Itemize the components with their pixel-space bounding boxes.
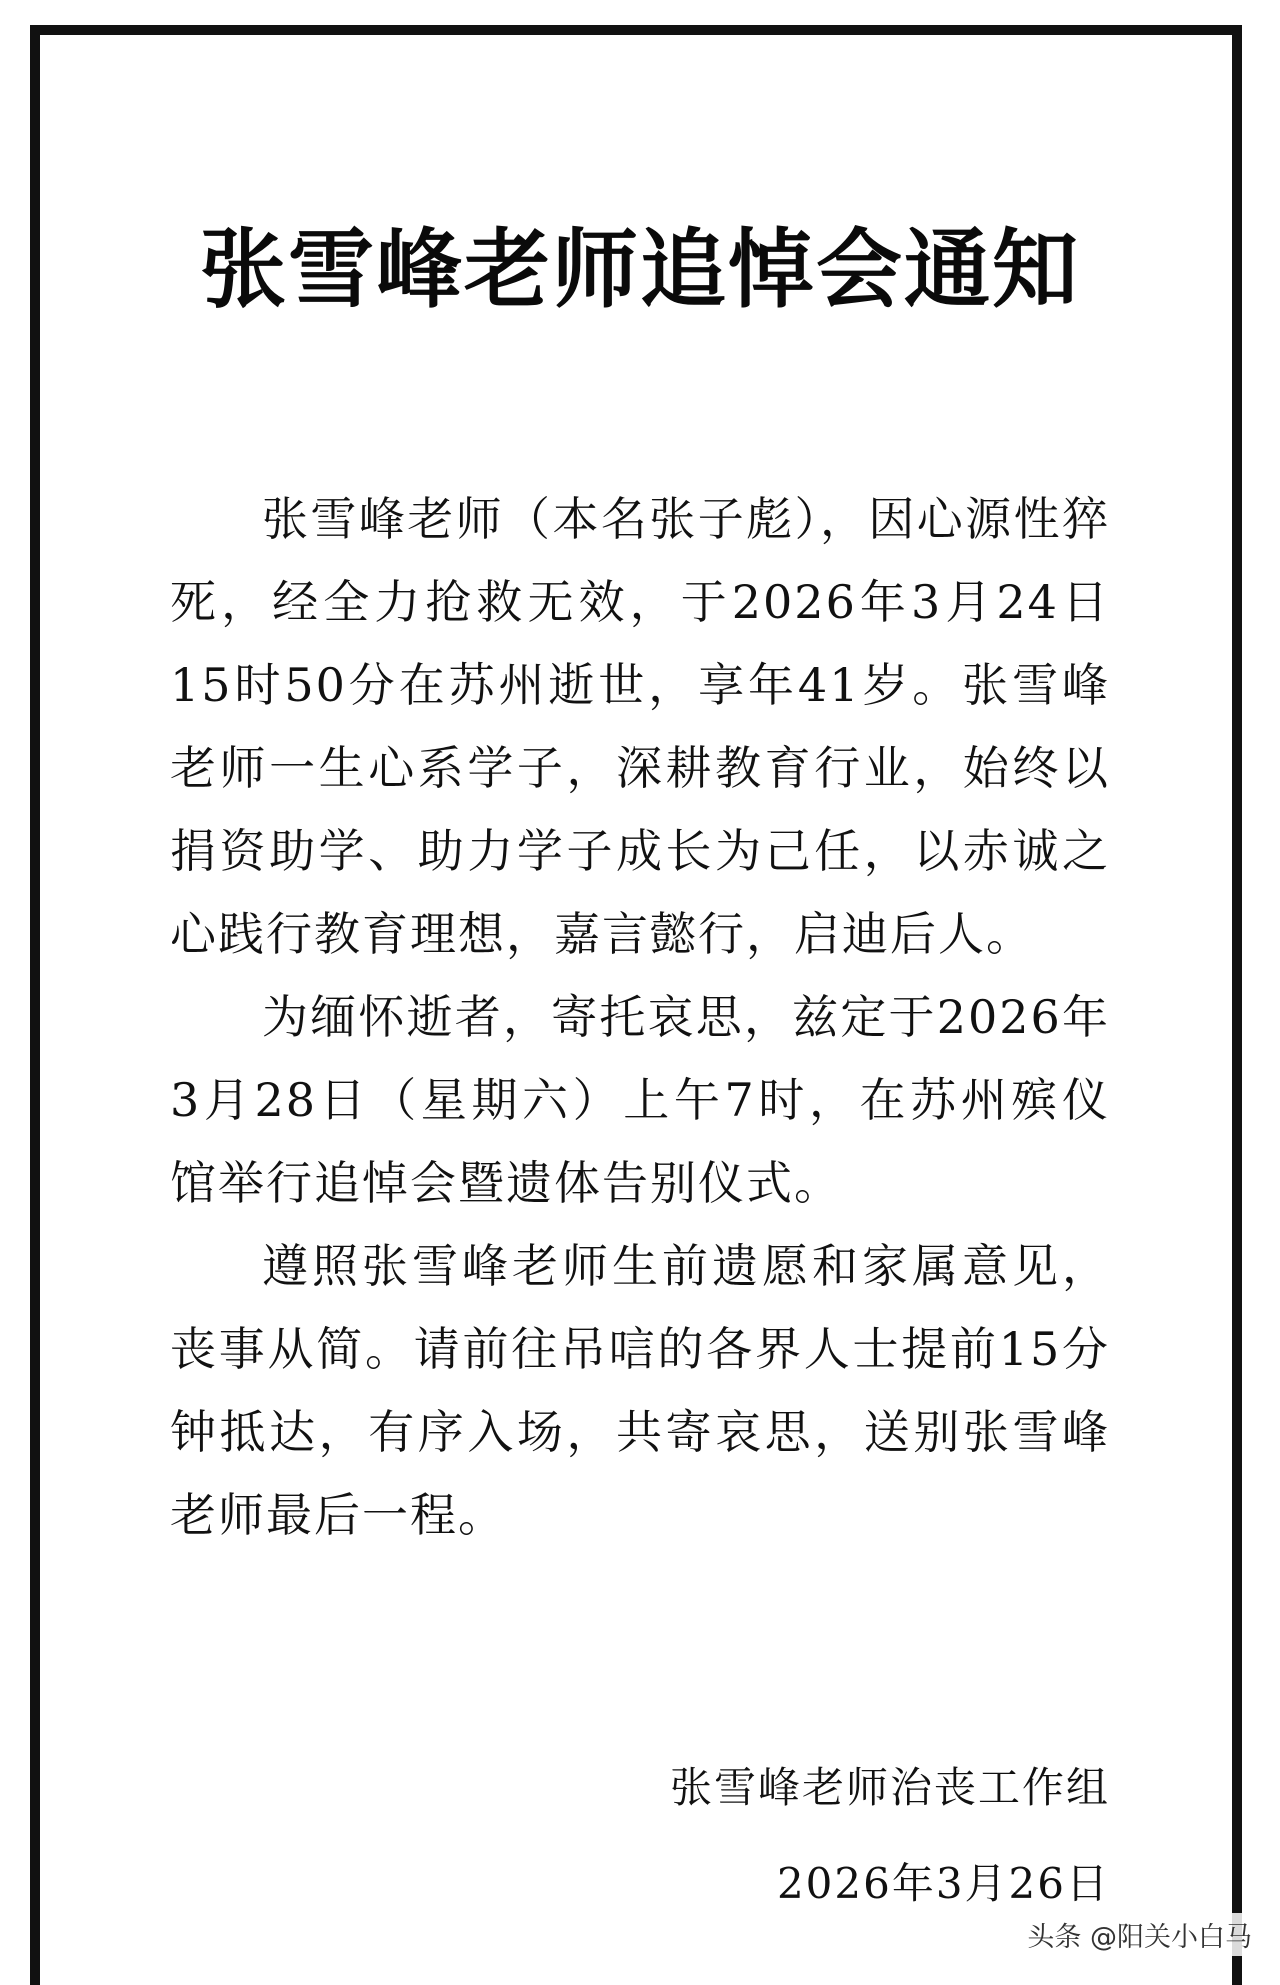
notice-body bbox=[170, 478, 1110, 1557]
signature-block bbox=[670, 1740, 1110, 1932]
signature-organization: 张雪峰老师治丧工作组 bbox=[669, 1763, 1110, 1812]
paragraph-biography: 张雪峰老师（本名张子彪），因心源性猝死，经全力抢救无效，于2026年3月24日15时50分在苏州逝世，享年41岁。张雪峰老师一生心系学子，深耕教育行业，始终以捐资助学、助力学子成长为己任，以赤诚之心践行教育理想，嘉言懿行，启迪后人。 bbox=[170, 492, 1110, 961]
paragraph-arrangements: 遵照张雪峰老师生前遗愿和家属意见，丧事从简。请前往吊唁的各界人士提前15分钟抵达，有序入场，共寄哀思，送别张雪峰老师最后一程。 bbox=[170, 1239, 1110, 1542]
paragraph-memorial-schedule: 为缅怀逝者，寄托哀思，兹定于2026年3月28日（星期六）上午7时，在苏州殡仪馆举行追悼会暨遗体告别仪式。 bbox=[170, 990, 1110, 1210]
notice-title: 张雪峰老师追悼会通知 bbox=[200, 220, 1080, 320]
signature-date: 2026年3月26日 bbox=[776, 1859, 1110, 1908]
source-watermark: 头条 @阳关小白马 bbox=[1021, 1913, 1258, 1956]
